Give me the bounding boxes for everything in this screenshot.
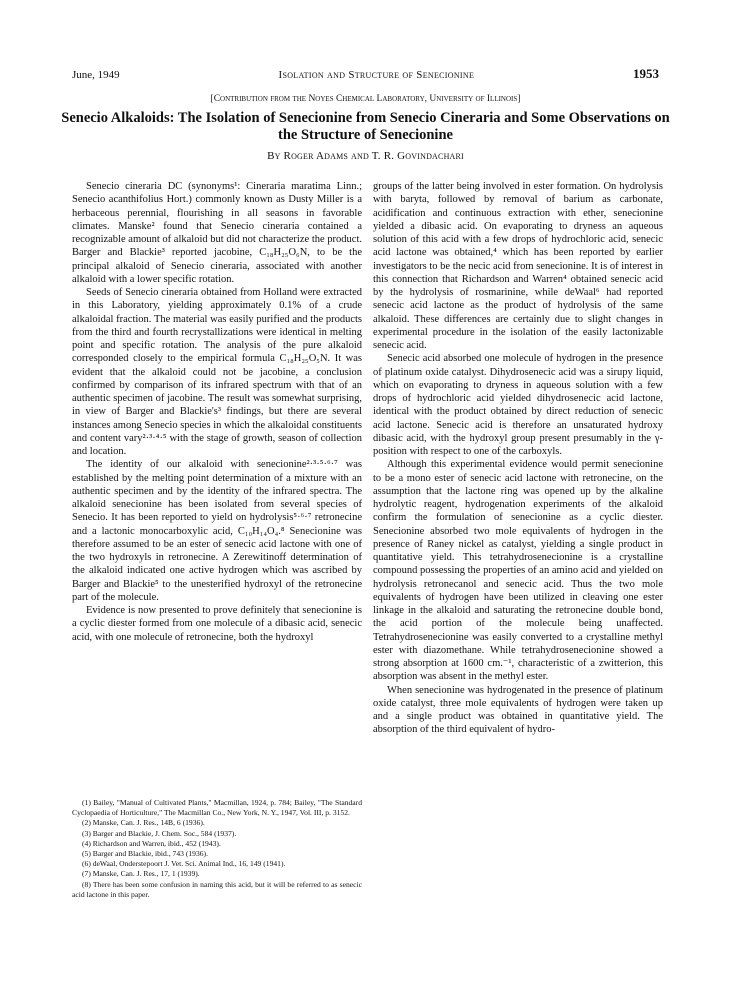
paragraph: Although this experimental evidence would permit senecionine to be a mono ester of senecic acid lactone with retronecine, on the assumption that the lactone ring was opened up by the alkaline hydrolytic reagent, hydrogenation experiments of the alkaloid confirm the formulation of senecionine as a cyclic diester. Senecionine absorbed two mole equivalents of hydrogen in the presence of Raney nickel as catalyst, yielding a single product in quantitative yield. This tetrahydrosenecionine is a crystalline compound possessing the properties of an amino acid and yielded on hydrolysis retronecanol and senecic acid. Thus the two mole equivalents of hydrogen have been utilized in cleaving one ester linkage in the alkaloid and saturating the retronecine double bond, the acid portion of the molecule being unaffected. Tetrahydrosenecionine was easily converted to a crystalline methyl ester with diazomethane. While tetrahydrosenecionine showed a strong absorption at 1600 cm.⁻¹, characteristic of a zwitterion, this absorption was absent in the methyl ester. [373, 459, 663, 683]
footnote: (3) Barger and Blackie, J. Chem. Soc., 584 (1937). [82, 828, 237, 838]
issue-date: June, 1949 [72, 69, 120, 81]
right-column [373, 180, 663, 737]
paragraph: Senecio cineraria DC (synonyms¹: Cineraria maratima Linn.; Senecio acanthifolius Hort.) commonly known as Dusty Miller is a herbaceous perennial, flourishing in all seasons in favorable climates. Manske² found that Senecio cineraria contained a recognizable amount of alkaloid but did not characterize the product. Barger and Blackie³ reported jacobine, C₁₈H₂₅O₆N, to be the principal alkaloid of Senecio cineraria, associated with another alkaloid with a lower specific rotation. [72, 181, 362, 285]
footnote: (1) Bailey, "Manual of Cultivated Plants," Macmillan, 1924, p. 784; Bailey, "The Standard Cyclopaedia of Horticulture," The Macmillan Co., New York, N. Y., 1947, Vol. III, p. 3152. [72, 798, 362, 818]
footnote: (6) deWaal, Onderstepoort J. Vet. Sci. Animal Ind., 16, 149 (1941). [82, 859, 286, 869]
author-line: By Roger Adams and T. R. Govindachari [267, 150, 464, 162]
footnote: (2) Manske, Can. J. Res., 14B, 6 (1936). [82, 818, 205, 828]
footnotes [72, 798, 362, 900]
paragraph: Evidence is now presented to prove definitely that senecionine is a cyclic diester formed from one molecule of a dibasic acid, senecic acid, with one molecule of retronecine, both the hydroxyl [72, 605, 362, 643]
footnote: (7) Manske, Can. J. Res., 17, 1 (1939). [82, 869, 200, 879]
page-number: 1953 [632, 66, 659, 81]
running-title: Isolation and Structure of Senecionine [278, 69, 475, 81]
paragraph: Senecic acid absorbed one molecule of hydrogen in the presence of platinum oxide catalyst. Dihydrosenecic acid was a sirupy liquid, which on evaporating to dryness in aqueous solution with a few drops of hydrochloric acid yielded dihydrosenecic acid lactone, identical with the product obtained by direct reduction of senecic acid lactone. Senecic acid is therefore an unsaturated hydroxy dibasic acid, with the hydroxyl group present presumably in the γ-position with respect to one of the carboxyls. [373, 353, 663, 457]
footnote: (5) Barger and Blackie, ibid., 743 (1936). [82, 849, 208, 859]
page-header [72, 66, 659, 82]
footnote: (8) There has been some confusion in naming this acid, but it will be referred to as senecic acid lactone in this paper. [72, 879, 362, 899]
paragraph: When senecionine was hydrogenated in the presence of platinum oxide catalyst, three mole equivalents of hydrogen were taken up and a single product was obtained in quantitative yield. The absorption of the third equivalent of hydro- [373, 684, 663, 736]
contribution-line: [Contribution from the Noyes Chemical Laboratory, University of Illinois] [210, 94, 521, 104]
article-title: Senecio Alkaloids: The Isolation of Senecionine from Senecio Cineraria and Some Observations on the Structure of Senecionine [61, 110, 670, 143]
paragraph: Seeds of Senecio cineraria obtained from Holland were extracted in this Laboratory, yielding approximately 0.1% of a crude alkaloidal fraction. The material was easily purified and the products from the third and fourth recrystallizations were identical in melting point and specific rotation. The analysis of the pure alkaloid corresponded closely to the empirical formula C₁₈H₂₅O₅N. It was evident that the alkaloid could not be jacobine, a conclusion confirmed by comparison of its infrared spectrum with that of an authentic specimen of jacobine. The result was somewhat surprising, in view of Barger and Blackie's³ findings, but there are several instances among Senecio species in which the alkaloidal constituents and content vary²·³·⁴·⁵ with the stage of growth, season of collection and location. [72, 287, 362, 457]
paragraph: The identity of our alkaloid with senecionine²·³·⁵·⁶·⁷ was established by the melting point determination of a mixture with an authentic specimen and by the identity of the infrared spectra. The alkaloid senecionine has been isolated from several species of Senecio. It has been reported to yield on hydrolysis⁵·⁶·⁷ retronecine and a lactonic monocarboxylic acid, C₁₀H₁₄O₄.⁸ Senecionine was therefore assumed to be an ester of senecic acid lactone with one of the two hydroxyls in retronecine. A Zerewitinoff determination of the alkaloid indicated one active hydrogen which was ascribed by Barger and Blackie⁵ to the unesterified hydroxyl of the retronecine part of the molecule. [72, 459, 362, 603]
footnote: (4) Richardson and Warren, ibid., 452 (1943). [82, 838, 221, 848]
paragraph: groups of the latter being involved in ester formation. On hydrolysis with baryta, followed by removal of barium as carbonate, acidification and continuous extraction with ether, senecionine yielded a dibasic acid. On evaporating to dryness an aqueous solution of this acid with a few drops of hydrochloric acid, senecic acid lactone was obtained,⁴ which has been reported by earlier investigators to be the necic acid from senecionine. It is of interest in this connection that Richardson and Warren⁴ obtained senecic acid by the hydrolysis of rosmarinine, while deWaal⁶ had reported senecic acid lactone as the product of hydrolysis of the same alkaloid. These differences are certainly due to slight changes in experimental procedure in the isolation of the easily lactonizable senecic acid. [373, 181, 663, 351]
left-column [72, 180, 362, 644]
